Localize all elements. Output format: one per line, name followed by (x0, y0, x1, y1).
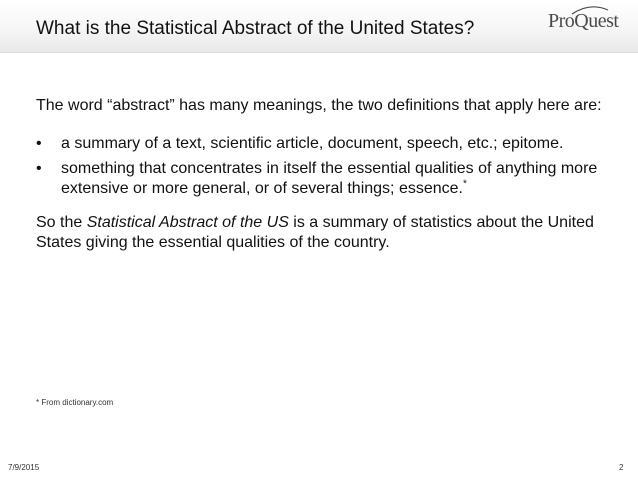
page-number: 2 (619, 463, 624, 472)
summary-prefix: So the (36, 214, 87, 231)
list-item (36, 134, 616, 154)
definition-text: something that concentrates in itself the essential qualities of anything more extensive or more general, or of several things; essence. (61, 160, 598, 197)
proquest-logo (548, 10, 628, 36)
definition-text: a summary of a text, scientific article, document, speech, etc.; epitome. (61, 135, 564, 152)
logo-text: ProQuest (548, 10, 619, 32)
footer-date: 7/9/2015 (8, 463, 40, 472)
header-band (0, 0, 638, 53)
summary-suffix: is a summary of statistics about the United States giving the essential qualities of the country. (36, 214, 594, 251)
content-body (36, 96, 616, 253)
summary-paragraph (36, 213, 616, 253)
bullet-icon: • (36, 160, 42, 177)
list-item (36, 159, 616, 199)
definition-list (36, 134, 616, 199)
footnote-marker: * (462, 178, 467, 190)
publication-title: Statistical Abstract of the US (86, 214, 289, 231)
intro-paragraph: The word “abstract” has many meanings, the two definitions that apply here are: (36, 97, 602, 114)
bullet-icon: • (36, 135, 42, 152)
page-title: What is the Statistical Abstract of the United States? (36, 18, 475, 39)
footnote: * From dictionary.com (36, 398, 114, 407)
logo-swoosh-icon (570, 4, 610, 16)
